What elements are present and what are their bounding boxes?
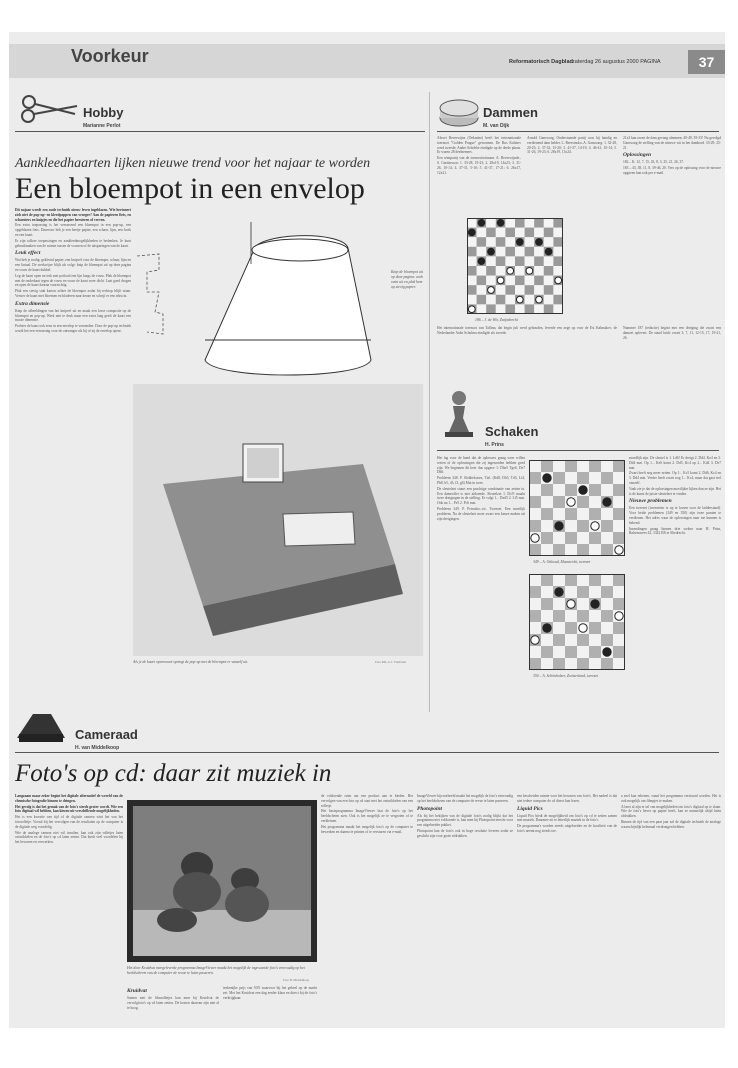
board-square [467, 295, 477, 305]
dammen-column-4: Het internationale toernooi van Tallinn, dat begin juli werd gehouden, leverde een zege op voor de Est Kalmakov; de Nederlander Auke Scholma eindigde als tweede. [437, 326, 617, 335]
board-square [565, 484, 577, 496]
board-square [486, 295, 496, 305]
board-piece [579, 486, 587, 494]
board-square [477, 237, 487, 247]
board-square [553, 472, 565, 484]
board-piece [507, 267, 514, 274]
board-square [529, 496, 541, 508]
chess-diagram-350 [529, 574, 625, 670]
board-square [613, 496, 625, 508]
board-square [529, 472, 541, 484]
board-square [515, 228, 525, 238]
board-square [541, 586, 553, 598]
board-square [565, 574, 577, 586]
cameraad-author: H. van Middelkoop [75, 745, 120, 751]
board-square [544, 266, 554, 276]
board-square [496, 304, 506, 314]
dammen-column-2: Arnold Ganswarg, Onderstaande partij won hij handig en verdienend dam helder. L. Beresinsko–A. Ganswarg: 1. 32-28, 20-25; 2. 37-32, 15-20; 3. 41-37, 14-19; 4. 46-41, 10-14; 5. 31-26, 19-23; 6. 28x19, 13x24. [527, 136, 617, 155]
board-square [541, 532, 553, 544]
board-square [525, 285, 535, 295]
board-square [589, 622, 601, 634]
board-square [577, 610, 589, 622]
board-square [589, 646, 601, 658]
board-square [553, 266, 563, 276]
board-square [553, 247, 563, 257]
board-square [601, 598, 613, 610]
board-square [553, 285, 563, 295]
board-square [553, 304, 563, 314]
hobby-intro: Dit najaar wordt een oude techniek nieuw leven ingeblazen. Wie herinnert zich niet de pop-up- en kleedpoppen van vroeger? Aan de papieren fiets, en scharniers en knipjes en die het papier hersieren of verven. [15, 208, 131, 222]
board-square [589, 610, 601, 622]
board-square [515, 304, 525, 314]
board-square [601, 634, 613, 646]
board-piece [531, 636, 539, 644]
chess-diagram-349 [529, 460, 625, 556]
board-square [515, 285, 525, 295]
board-square [534, 276, 544, 286]
board-square [553, 256, 563, 266]
board-square [486, 266, 496, 276]
board-square [613, 484, 625, 496]
board-square [525, 247, 535, 257]
board-square [613, 508, 625, 520]
board-square [613, 574, 625, 586]
masthead: Reformatorisch Dagblad [509, 59, 573, 65]
board-square [565, 622, 577, 634]
board-square [589, 460, 601, 472]
board-square [529, 598, 541, 610]
board-piece [497, 277, 504, 284]
board-square [601, 586, 613, 598]
board-square [553, 634, 565, 646]
board-square [529, 520, 541, 532]
board-square [613, 520, 625, 532]
board-square [589, 508, 601, 520]
cameraad-column-7: a snel kan rekenen, vanaf het programma verstuurd worden. Het is ook mogelijk om filmpjes te maken. Al met al zijn er tal van mogelijkheden om foto's digitaal op te slaan. Wie de foto's liever op papier heeft, kan ze natuurlijk altijd laten afdrukken. Binnen de tijd van een paar jaar zal de digitale techniek de analoge waarschijnlijk helemaal verdrongen hebben. [621, 794, 721, 829]
board-square [525, 295, 535, 305]
board-square [601, 532, 613, 544]
cameraad-column-2: Kruidvat Samen met de filmrolletjes kan men bij Kruidvat de vervolgfoto's op cd laten zetten. De kosten daarvan zijn niet al te hoog. [127, 988, 219, 1010]
board-square [477, 228, 487, 238]
popup-card-caption: Als je de kaart openvouwt springt de pop-up met de bloempot er vanzelf uit. [133, 660, 249, 664]
board-square [613, 586, 625, 598]
board-square [577, 574, 589, 586]
board-square [577, 496, 589, 508]
board-square [553, 228, 563, 238]
board-square [486, 228, 496, 238]
board-piece [543, 624, 551, 632]
board-square [529, 622, 541, 634]
cameraad-column-3: teekenijke prijs van 9,95 waarvoor hij het geheel op de markt zet. Met het Kruidvat een dag eerder klaar en direct bij de foto's verkrijgbaar. [223, 986, 317, 1000]
chess-caption-349: 349 – A. Onkoud, Maastricht, tweezet [533, 560, 591, 564]
board-square [529, 586, 541, 598]
board-square [496, 228, 506, 238]
board-square [515, 247, 525, 257]
board-square [467, 285, 477, 295]
board-piece [555, 588, 563, 596]
board-square [577, 460, 589, 472]
board-square [544, 228, 554, 238]
board-square [589, 544, 601, 556]
board-square [589, 658, 601, 670]
board-square [601, 472, 613, 484]
checkers-piece-icon [437, 94, 481, 130]
board-square [496, 295, 506, 305]
board-square [601, 610, 613, 622]
board-square [541, 634, 553, 646]
board-square [467, 276, 477, 286]
board-square [544, 304, 554, 314]
board-piece [497, 219, 504, 226]
cameraad-column-5: ImageViewer bijvoorbeeld maakt het mogelijk de foto's eenvoudig op het beeldscherm van de computer de revue te laten passeren. Photopoint Als bij het bekijken van de digitale foto's nodig blijkt dat het programma niet voldoende is, kan men bij Photopoint terecht voor een uitgebreider pakket. Photopoint kan de foto's ook in hoge resolutie leveren zodat ze geschikt zijn voor grote afdrukken. [417, 794, 513, 838]
board-square [589, 484, 601, 496]
board-square [525, 218, 535, 228]
dammen-section-title: Dammen [483, 105, 538, 120]
board-square [613, 658, 625, 670]
board-piece [591, 600, 599, 608]
board-piece [536, 296, 543, 303]
board-square [553, 646, 565, 658]
hobby-headline: Een bloempot in een envelop [15, 172, 365, 205]
cameraad-column-6: een bescheiden ruimte voor het bewaren van foto's. Het nadeel is dat niet iedere computer de cd direct kan lezen. Liquid Pics Liquid Pics biedt de mogelijkheid om foto's op cd te zetten samen met muziek. Daarmee zit er letterlijk muziek in de foto's. De programma's worden steeds uitgebreider en de kwaliteit van de foto's neemt nog steeds toe. [517, 794, 617, 833]
board-square [529, 544, 541, 556]
hobby-column: Dit najaar wordt een oude techniek nieuw leven ingeblazen. Wie herinnert zich niet de pop-up- en kleedpoppen van vroeger? Aan de papieren fiets, en scharniers en knipjes en die het papier hersieren of verven. Een extra toepassing is het verrassend een bloempot in een pop-up, een opgeblazen fiets. Daarvoor heb je een beetje papier, een schaar, lijm, een boek en een kaart. Er zijn talloze toepassingen en aankleedmogelijkheden te bedenken. Je kunt gebruikmaken van de ruimte tussen de vouwen of de uitsparingen van de kaart. Leuk effect Wat heb je nodig: gekleurd papier, een knipvel voor de bloempot, schaar, lijm en een liniaal. De werkwijze blijft als volgt: knip de bloempot uit op deze pagina en vouw de kaart dubbel. Leg de kaart open en trek met potlood een lijn langs de vouw. Plak de bloempot met de onderkant tegen de vouw en vouw de kaart weer dicht. Laat goed drogen en open de kaart daarna voorzichtig. Plak een stevig stuk karton achter de bloempot zodat hij rechtop blijft staan. Versier de kaart met bloemen en bladeren naar keuze en schrijf er een tekst in. Extra dimensie Knip de afbeeldingen van het knipvel uit en maak een losse composite op de bloempot en pop-up. Werk niet te druk maar een extra laag geeft de kaart een mooie dimensie. Probeer de kaart ook eens in een envelop te verzenden. Door de pop-up techniek wordt het een verrassing voor de ontvanger als hij of zij de envelop opent. [15, 208, 131, 333]
board-square [505, 228, 515, 238]
board-square [477, 285, 487, 295]
board-square [529, 484, 541, 496]
board-square [553, 484, 565, 496]
board-square [613, 646, 625, 658]
board-square [505, 256, 515, 266]
board-square [486, 304, 496, 314]
board-square [496, 266, 506, 276]
board-square [577, 646, 589, 658]
board-square [553, 508, 565, 520]
board-piece [555, 277, 562, 284]
board-square [577, 658, 589, 670]
board-square [541, 598, 553, 610]
board-square [505, 304, 515, 314]
divider [437, 131, 719, 132]
board-piece [478, 219, 485, 226]
board-square [601, 622, 613, 634]
hobby-section-title: Hobby [83, 105, 124, 120]
board-square [544, 276, 554, 286]
schaken-section-title: Schaken [485, 424, 539, 439]
board-square [541, 508, 553, 520]
board-square [589, 472, 601, 484]
board-square [613, 598, 625, 610]
board-square [589, 634, 601, 646]
board-square [529, 646, 541, 658]
board-square [601, 460, 613, 472]
draughts-board [467, 218, 563, 314]
board-square [534, 256, 544, 266]
schaken-subhead: Nieuwe problemen [629, 498, 672, 505]
board-square [577, 472, 589, 484]
schaken-column-1: Het lag voor de hand dat de oplossers graag weer willen weten of de oplossingen die zij ingezonden hebben goed zijn. We beginnen dit keer dus opgave 1: Dhe5 Tge6, De7 Db6. Probleem 348. P. Slobbekoorn, Tiel. (Kd8, Dh5, Td3, Lf4, Pb8, b5, d3, f3, g6) Mat in twee. De sleutelzet stuurt een prachtige combinatie van zetten in. Een dameoffer is niet afdoende. Sleutelzet 1. Dc5! maakt twee dreigingen in de stelling. Er volgt 1... Dxd5 2. Lf5 mat. Ook na 1... Pe5 2. Pc6 mat. Probleem 349. P. Petrusko–vic. Tweezet. Een moeilijk probleem. Na de sleutelzet moet zwart een keuze maken uit zijn dreigingen. [437, 456, 525, 521]
board-square [601, 574, 613, 586]
board-square [601, 520, 613, 532]
board-piece [516, 296, 523, 303]
scissors-icon [17, 90, 81, 128]
popup-card-credit: Foto RD, G.J. Vlasblom [375, 660, 406, 664]
board-square [534, 228, 544, 238]
board-square [534, 266, 544, 276]
board-square [477, 304, 487, 314]
hobby-author: Marianne Perlot [83, 123, 121, 129]
dammen-author: M. van Dijk [483, 123, 510, 129]
board-piece [488, 248, 495, 255]
board-square [525, 304, 535, 314]
monkeys-photo [127, 800, 317, 962]
board-square [467, 237, 477, 247]
board-square [486, 276, 496, 286]
board-piece [478, 258, 485, 265]
divider [15, 752, 719, 753]
cameraad-column-4: de voldoende ruim om een product aan te bieden. Het vervolgen van een foto op cd start met het ontwikkelen van een rolletje. Het basisprogramma ImageViewer laat de foto's op het beeldscherm zien. Ook is het mogelijk ze te vergroten of te verkleinen. Het programma maakt het mogelijk foto's op de computer te bewerken en daarna te printen of te versturen via e-mail. [321, 794, 413, 834]
hobby-subhead-extra-dimensie: Extra dimensie [15, 300, 50, 307]
board-square [486, 256, 496, 266]
dammen-column-3: 21x3 kan zwart de dam gevang afnemen; 40-49, 39-33! Nu gevolgd Ganswarg de stelling van de nieuwe wit in het dambord. 33-29, 25-21. Oplossingen 182 – K. 12, 7, 15, 43, 8, 3, 25, 21, 26, 37. 183 – 43, 38, 11, 8, 39-46, 20. Vers op de oplossing voor de nieuwe opgaven kan ook per e-mail. [623, 136, 721, 175]
board-square [577, 544, 589, 556]
cameraad-subhead-kruidvat: Kruidvat [127, 988, 147, 994]
board-square [496, 256, 506, 266]
board-square [534, 247, 544, 257]
dammen-subhead: Oplossingen [623, 152, 652, 159]
divider [15, 131, 425, 132]
board-square [515, 276, 525, 286]
cameraad-subhead-photopoint: Photopoint [417, 805, 443, 812]
board-piece [591, 522, 599, 530]
page-number: 37 [688, 50, 725, 74]
column-divider [429, 92, 430, 712]
board-square [565, 634, 577, 646]
popup-card-photo [133, 384, 423, 656]
board-square [565, 544, 577, 556]
board-square [565, 610, 577, 622]
board-square [553, 598, 565, 610]
board-square [565, 472, 577, 484]
monkeys-caption: Het door Kruidvat meegeleverde programma ImageViewer maakt het mogelijk de ingescande foto's eenvoudig op het beeldscherm van de computer de revue te laten passeren. [127, 966, 305, 975]
board-square [577, 598, 589, 610]
cameraad-intro: Langzaam maar zeker begint het digitale alternatief de wereld van de chemische fotografie binnen te dringen. [15, 794, 123, 803]
board-square [541, 610, 553, 622]
board-square [613, 460, 625, 472]
board-square [525, 228, 535, 238]
board-piece [468, 306, 475, 313]
page-date: zaterdag 26 augustus 2000 PAGINA [572, 59, 661, 65]
dammen-column-5: Nummer 187 (redactie) begint met een dreiging die zwart een damzet oplevert. De stand luidt: zwart 3, 7, 11, 12-15, 17, 19-21, 26. [623, 326, 721, 340]
board-square [525, 237, 535, 247]
board-square [486, 218, 496, 228]
board-piece [567, 498, 575, 506]
board-square [553, 544, 565, 556]
board-square [541, 574, 553, 586]
cameraad-column-1: Langzaam maar zeker begint het digitale alternatief de wereld van de chemische fotografie binnen te dringen. Het gevolg is dat het gemak van de foto's steeds groter wordt. Wie een foto digitaal wil hebben, kan kiezen uit verschillende mogelijkheden. Het is een kwestie van tijd of de digitale camera wint het van het fotorolletje. Vooral bij het vervolgen van de resultaten op de computer is de digitale weg voordelig. Wie de analoge camera niet wil inruilen, kan ook zijn rolletjes laten ontwikkelen en de foto's op cd laten zetten. Dat biedt veel voordelen bij het bewaren en verwerken. [15, 794, 123, 845]
board-square [577, 586, 589, 598]
board-square [541, 460, 553, 472]
section-title: Voorkeur [71, 46, 149, 66]
board-piece [531, 534, 539, 542]
board-square [534, 218, 544, 228]
board-piece [555, 522, 563, 530]
board-square [486, 237, 496, 247]
board-piece [603, 648, 611, 656]
board-square [553, 295, 563, 305]
board-square [529, 460, 541, 472]
board-square [577, 520, 589, 532]
board-square [553, 237, 563, 247]
camera-icon [15, 708, 69, 744]
board-square [515, 266, 525, 276]
dammen-column-1: Alexei Beverwijnz (Oekraïne) heeft het internationale toernooi "Golden Prague" gewonnen. De Rus Kalinov werd tweede; Andre Schobbe eindigde op de derde plaats. Er waren 28 deelnemers. Een wintpartij van de toernooiwinnaar. A. Beverwijnde–S. Gardarsson: 1. 33-28, 19-23; 2. 28x19, 14x23; 3. 31-26, 10-14; 4. 37-31, 5-10; 5. 41-37, 17-21; 6. 26x17, 12x21. [437, 136, 521, 175]
board-square [534, 285, 544, 295]
board-square [613, 532, 625, 544]
board-square [467, 256, 477, 266]
board-piece [543, 474, 551, 482]
board-piece [468, 229, 475, 236]
flowerpot-caption: Knip de bloempot uit op deze pagina: zoek ruim uit en plak hem op stevig papier. [391, 270, 423, 289]
board-square [544, 285, 554, 295]
board-square [477, 295, 487, 305]
board-square [589, 496, 601, 508]
board-square [553, 496, 565, 508]
schaken-column-2: moedlijk zijn. De sleutel is 1. Ld6! Er dreigt 2. Dd4. Ko4 en 3. Dd4 mat. Op 1... Ke6 komt 2. Dd5, Kc4 op 2... Kd4 3. De7 mat. Zwart heeft nog meer zetten. Op 1... Kc5 komt 2. Dd6, Kc4 en 3. Dd4 mat. Verder heeft zwart nog 1... Kc4, maar dat gaat wel vanzelf. Vaak zie je dat de oplossingen moeilijker lijken dan ze zijn. Het is de kunst de juiste sleutelzet te vinden. Nieuwe problemen Een tweezet (tweezetter is op te lossen voor de ladderstand). Voor beide problemen (349 en 350) zijn twee punten te verdienen. Het adres waar de oplossingen naar toe kunnen is bekend. Inzendingen graag binnen drie weken naar H. Prins, Balsemweer 42, 3342 ER te Sliedrecht. [629, 456, 721, 536]
board-square [544, 256, 554, 266]
board-square [505, 247, 515, 257]
board-square [496, 237, 506, 247]
board-square [505, 295, 515, 305]
board-square [553, 218, 563, 228]
board-square [529, 574, 541, 586]
schaken-author: H. Prins [485, 442, 504, 448]
board-piece [516, 239, 523, 246]
board-piece [526, 267, 533, 274]
board-piece [545, 248, 552, 255]
board-square [544, 295, 554, 305]
board-square [505, 237, 515, 247]
board-square [467, 218, 477, 228]
draughts-caption: 186 – J. de Wit, Zwijndrecht [475, 318, 518, 322]
board-square [565, 646, 577, 658]
board-piece [603, 498, 611, 506]
board-square [541, 544, 553, 556]
divider [437, 450, 719, 451]
board-square [553, 622, 565, 634]
board-square [541, 520, 553, 532]
hobby-subhead-leuk-effect: Leuk effect [15, 250, 41, 257]
board-square [565, 586, 577, 598]
board-square [601, 544, 613, 556]
board-square [505, 276, 515, 286]
cameraad-subhead-liquid-pics: Liquid Pics [517, 805, 543, 812]
board-square [589, 586, 601, 598]
board-square [529, 508, 541, 520]
chess-pawn-icon [439, 388, 479, 438]
cameraad-headline: Foto's op cd: daar zit muziek in [15, 760, 332, 787]
board-piece [615, 612, 623, 620]
board-square [553, 574, 565, 586]
board-square [577, 532, 589, 544]
newspaper-page [9, 32, 725, 1028]
board-square [525, 276, 535, 286]
board-square [467, 247, 477, 257]
board-piece [536, 239, 543, 246]
board-square [541, 658, 553, 670]
chess-caption-350: 350 – A. Schönholzer, Zwitserland, tweezet [533, 674, 599, 678]
board-square [601, 484, 613, 496]
board-square [496, 285, 506, 295]
board-square [505, 218, 515, 228]
board-square [565, 532, 577, 544]
board-square [601, 658, 613, 670]
board-square [601, 508, 613, 520]
board-piece [567, 600, 575, 608]
board-square [505, 285, 515, 295]
board-square [541, 484, 553, 496]
board-square [529, 610, 541, 622]
board-square [553, 532, 565, 544]
board-square [577, 508, 589, 520]
board-square [477, 266, 487, 276]
hobby-kicker: Aankleedhaarten lijken nieuwe trend voor het najaar te worden [15, 156, 371, 171]
board-square [553, 460, 565, 472]
board-square [477, 276, 487, 286]
board-square [467, 266, 477, 276]
board-square [565, 658, 577, 670]
board-square [613, 472, 625, 484]
board-piece [615, 546, 623, 554]
board-square [553, 658, 565, 670]
board-square [541, 646, 553, 658]
board-square [577, 634, 589, 646]
board-square [553, 610, 565, 622]
cameraad-section-title: Cameraad [75, 727, 138, 742]
board-square [544, 218, 554, 228]
board-square [544, 237, 554, 247]
board-square [477, 247, 487, 257]
board-piece [488, 287, 495, 294]
board-square [589, 532, 601, 544]
monkeys-credit: Foto H. Middelkoop [283, 978, 310, 982]
board-square [613, 622, 625, 634]
board-square [534, 304, 544, 314]
board-square [515, 218, 525, 228]
board-square [565, 508, 577, 520]
board-piece [579, 624, 587, 632]
board-square [541, 496, 553, 508]
board-square [515, 256, 525, 266]
board-square [529, 658, 541, 670]
board-square [565, 460, 577, 472]
board-square [525, 256, 535, 266]
board-square [589, 574, 601, 586]
board-square [496, 247, 506, 257]
board-square [613, 634, 625, 646]
board-square [565, 520, 577, 532]
flowerpot-template [133, 212, 405, 380]
